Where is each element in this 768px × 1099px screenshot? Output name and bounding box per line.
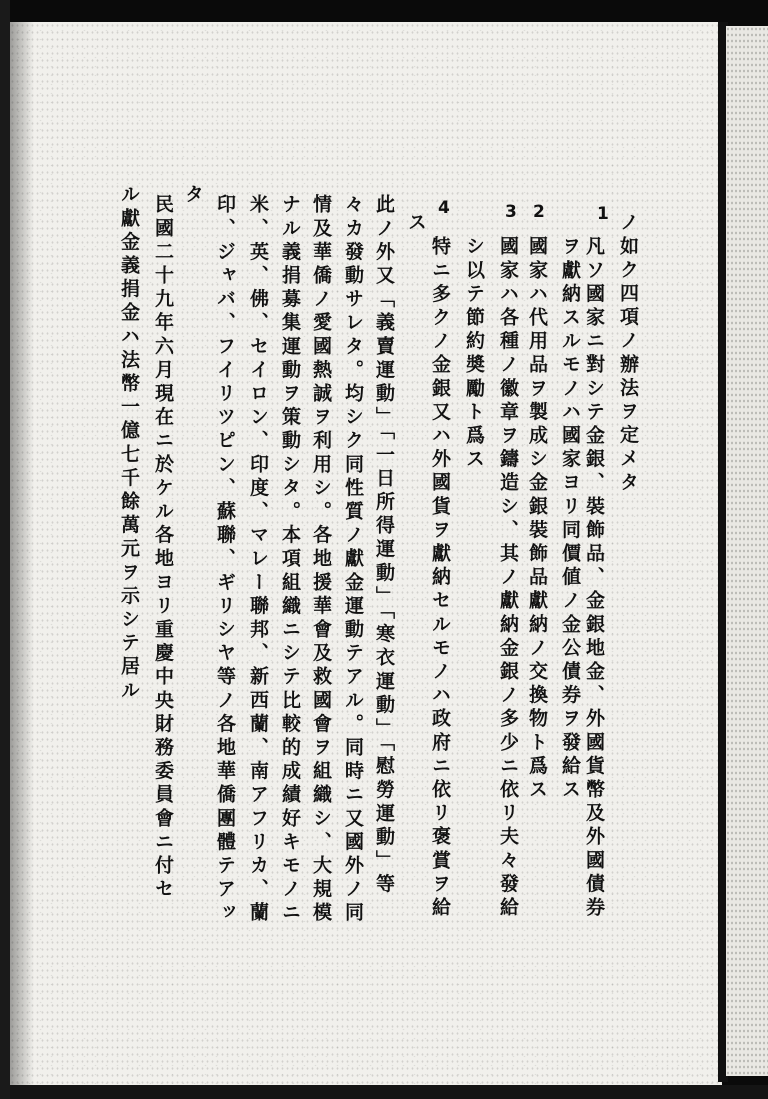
text-column: 々カ發動サレタ。均シク同性質ノ獻金運動テアル。同時ニ又國外ノ同 [342, 194, 364, 926]
item-number: 2 [533, 202, 545, 222]
adjacent-page-strip [726, 26, 768, 1076]
text-column: ル獻金義捐金ハ法幣一億七千餘萬元ヲ示シテ居ル [118, 184, 140, 704]
text-column: シ以テ節約奬勵ト爲ス [463, 236, 485, 472]
text-column: 特ニ多クノ金銀又ハ外國貨ヲ獻納セルモノハ政府ニ依リ褒賞ヲ給 [429, 236, 451, 921]
text-column: 米、英、佛、セイロン、印度、マレー聯邦、新西蘭、南アフリカ、蘭 [247, 194, 269, 926]
item-number: 1 [597, 204, 609, 224]
item-number: 3 [505, 202, 517, 222]
text-column: 情及華僑ノ愛國熱誠ヲ利用シ。各地援華會及救國會ヲ組織シ、大規模 [310, 194, 332, 926]
page-edge-shadow [10, 22, 34, 1092]
text-column: 此ノ外又「義賣運動」「一日所得運動」「寒衣運動」「慰勞運動」等 [373, 194, 395, 898]
text-column: 凡ソ國家ニ對シテ金銀、裝飾品、金銀地金、外國貨幣及外國債券 [583, 236, 605, 921]
text-column: 印、ジャバ、フイリツピン、蘇聯、ギリシヤ等ノ各地華僑團體テアッ [214, 194, 236, 926]
scan-left-margin [0, 0, 10, 1099]
text-column: タ [182, 184, 204, 208]
text-column: 國家ハ各種ノ徽章ヲ鑄造シ、其ノ獻納金銀ノ多少ニ依リ夫々發給 [497, 236, 519, 921]
text-column: ナル義捐募集運動ヲ策動シタ。本項組織ニシテ比較的成績好キモノニ [279, 194, 301, 926]
scan-bottom-edge [10, 1085, 768, 1099]
text-column: 國家ハ代用品ヲ製成シ金銀裝飾品獻納ノ交換物ト爲ス [526, 236, 548, 803]
item-number: 4 [438, 198, 450, 218]
text-column: 民國二十九年六月現在ニ於ケル各地ヨリ重慶中央財務委員會ニ付セ [152, 194, 174, 902]
text-column: ヲ獻納スルモノハ國家ヨリ同價値ノ金公債券ヲ發給ス [559, 236, 581, 803]
text-column: ノ如ク四項ノ辦法ヲ定メタ [617, 212, 639, 496]
text-column: ス [405, 212, 427, 236]
